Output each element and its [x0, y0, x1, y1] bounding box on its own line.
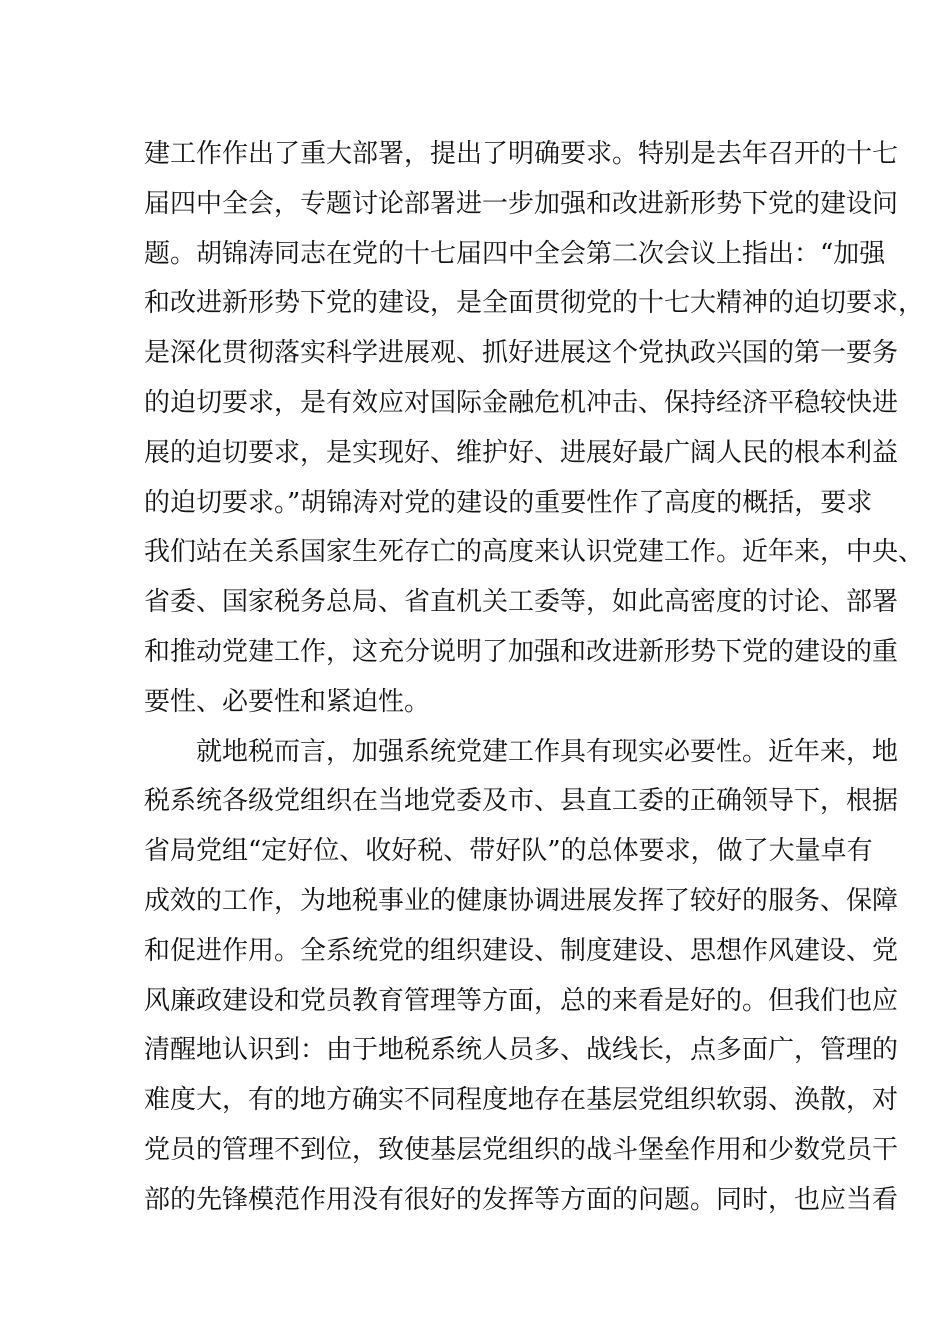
text-line: 和推动党建工作，这充分说明了加强和改进新形势下党的建设的重	[144, 636, 899, 667]
text-line: 税系统各级党组织在当地党委及市、县直工委的正确领导下，根据	[144, 786, 899, 817]
text-line: 就地税而言，加强系统党建工作具有现实必要性。近年来，地	[144, 736, 899, 767]
text-line: 和促进作用。全系统党的组织建设、制度建设、思想作风建设、党	[144, 935, 899, 966]
text-line: 建工作作出了重大部署，提出了明确要求。特别是去年召开的十七	[144, 139, 899, 169]
text-line: 要性、必要性和紧迫性。	[144, 686, 431, 717]
text-line: 是深化贯彻落实科学进展观、抓好进展这个党执政兴国的第一要务	[144, 338, 899, 369]
text-line: 展的迫切要求，是实现好、维护好、进展好最广阔人民的根本利益	[144, 437, 899, 468]
text-line: 我们站在关系国家生死存亡的高度来认识党建工作。近年来，中央、	[144, 537, 925, 568]
text-line: 的迫切要求，是有效应对国际金融危机冲击、保持经济平稳较快进	[144, 387, 899, 418]
text-line: 清醒地认识到：由于地税系统人员多、战线长，点多面广，管理的	[144, 1035, 899, 1066]
text-line: 和改进新形势下党的建设，是全面贯彻党的十七大精神的迫切要求，	[144, 288, 925, 319]
text-line: 难度大，有的地方确实不同程度地存在基层党组织软弱、涣散，对	[144, 1085, 899, 1116]
text-line: 题。胡锦涛同志在党的十七届四中全会第二次会议上指出：“加强	[144, 238, 886, 269]
text-line: 风廉政建设和党员教育管理等方面，总的来看是好的。但我们也应	[144, 985, 899, 1016]
text-line: 省委、国家税务总局、省直机关工委等，如此高密度的讨论、部署	[144, 587, 899, 618]
text-line: 部的先锋模范作用没有很好的发挥等方面的问题。同时，也应当看	[144, 1184, 899, 1215]
text-line: 成效的工作，为地税事业的健康协调进展发挥了较好的服务、保障	[144, 885, 899, 916]
text-line: 省局党组“定好位、收好税、带好队”的总体要求，做了大量卓有	[144, 836, 873, 867]
body-text	[144, 130, 925, 1226]
text-line: 党员的管理不到位，致使基层党组织的战斗堡垒作用和少数党员干	[144, 1134, 899, 1165]
text-line: 的迫切要求。”胡锦涛对党的建设的重要性作了高度的概括，要求	[144, 487, 873, 518]
text-line: 届四中全会，专题讨论部署进一步加强和改进新形势下党的建设问	[144, 188, 899, 219]
